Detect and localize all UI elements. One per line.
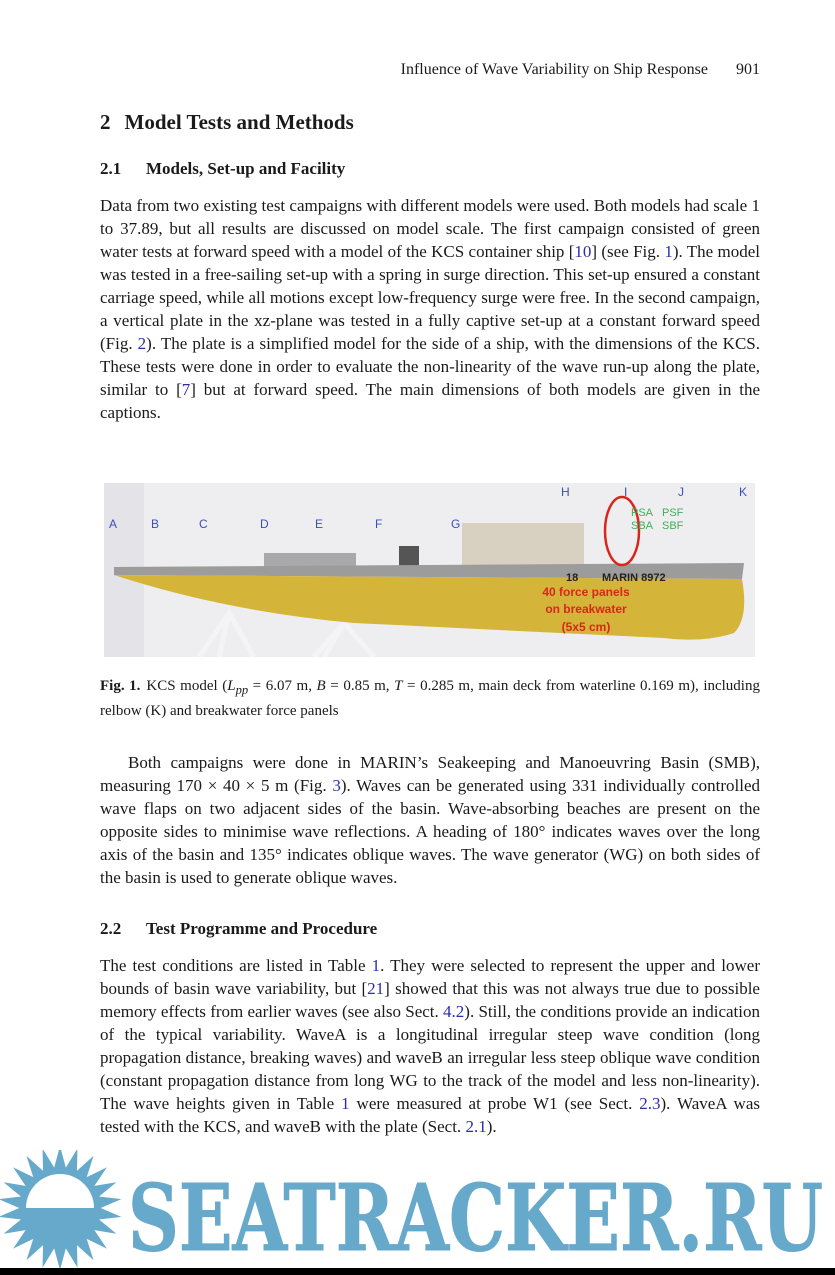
reference-link[interactable]: 2.3	[639, 1094, 661, 1113]
hull-marking: MARIN 8972	[602, 572, 666, 584]
probe-label: J	[678, 485, 684, 499]
reference-link[interactable]: 7	[181, 380, 191, 399]
reference-link[interactable]: 10	[574, 242, 592, 261]
panel-label: SBA	[631, 520, 654, 532]
reference-link[interactable]: 3	[332, 776, 341, 795]
caption-text: = 0.285 m, main deck from waterline 0.169 m), including relbow (K) and breakwater force panels	[100, 678, 760, 719]
sun-icon	[0, 1150, 122, 1268]
caption-text: L	[227, 678, 236, 694]
paragraph	[100, 751, 760, 889]
force-panel-box	[462, 523, 584, 567]
hull-number: 18	[566, 572, 579, 584]
probe-label: K	[739, 485, 748, 499]
caption-text: KCS model (	[146, 678, 228, 694]
paragraph	[100, 194, 760, 424]
text-run: Both campaigns were done in MARIN’s Seakeeping and Manoeuvring Basin (SMB), measuring 170 × 40 × 5 m (Fig.	[100, 753, 760, 795]
text-run: ). The plate is a simplified model for the side of a ship, with the dimensions of the KCS. These tests were done in order to evaluate the non-linearity of the wave run-up along the plate, similar to [	[100, 334, 760, 399]
caption-text: T	[394, 678, 403, 694]
caption-text: B	[316, 678, 326, 694]
probe-label: G	[451, 517, 461, 531]
page-number: 901	[736, 61, 760, 78]
reference-link[interactable]: 1	[341, 1094, 350, 1113]
annotation-line: (5x5 cm)	[561, 620, 611, 634]
subsection-title: Test Programme and Procedure	[146, 919, 378, 938]
text-run: ).	[486, 1117, 497, 1136]
watermark-logo	[0, 1150, 835, 1268]
ship-model-photo	[104, 483, 755, 657]
reference-link[interactable]: 2.1	[465, 1117, 487, 1136]
watermark-text: SEATRACKER.RU	[128, 1164, 823, 1268]
paragraph	[100, 954, 760, 1138]
bottom-bar	[0, 1268, 835, 1275]
annotation-line: on breakwater	[545, 602, 627, 616]
text-run: ). WaveA was tested with the KCS, and waveB with the plate (Sect.	[100, 1094, 760, 1136]
text-run: ). Still, the conditions provide an indication of the typical variability. WaveA is a longitudinal irregular steep wave condition (long propagation distance, breaking waves) and waveB an irregular less steep oblique wave condition (constant propagation distance from long WG to the track of the model and less non-linearity). The wave heights given in Table	[100, 1002, 760, 1113]
probe-label: I	[624, 485, 628, 499]
text-run: . They were selected to represent the upper and lower bounds of basin wave variability, but [	[100, 956, 760, 998]
section-heading	[100, 110, 354, 135]
text-run: were measured at probe W1 (see Sect.	[349, 1094, 640, 1113]
text-run: ). Waves can be generated using 331 individually controlled wave flaps on two adjacent sides of the basin. Wave-absorbing beaches are present on the opposite sides to minimise wave reflections. A heading of 180° indicates waves over the long axis of the basin and 135° indicates oblique waves. The wave generator (WG) on both sides of the basin is used to generate oblique waves.	[100, 776, 760, 887]
subsection-heading	[100, 159, 345, 179]
text-run: Data from two existing test campaigns with different models were used. Both models had scale 1 to 37.89, but all results are discussed on model scale. The first campaign consisted of green water tests at forward speed with a model of the KCS container ship [	[100, 196, 760, 261]
probe-label: A	[109, 517, 118, 531]
caption-text: = 6.07 m,	[248, 678, 317, 694]
section-number: 2	[100, 110, 111, 134]
probe-label: C	[199, 517, 208, 531]
reference-link[interactable]: 21	[367, 979, 385, 998]
panel-label: SBF	[662, 520, 684, 532]
caption-text: = 0.85 m,	[325, 678, 395, 694]
text-run: ] showed that this was not always true due to possible memory effects from earlier waves (see also Sect.	[100, 979, 760, 1021]
text-run: The test conditions are listed in Table	[100, 956, 372, 975]
text-run: ] but at forward speed. The main dimensions of both models are given in the captions.	[100, 380, 760, 422]
figure-label: Fig. 1.	[100, 678, 141, 694]
subsection-title: Models, Set-up and Facility	[146, 159, 346, 178]
text-run: ] (see Fig.	[591, 242, 665, 261]
running-header	[401, 61, 760, 79]
caption-text: pp	[235, 683, 249, 697]
panel-label: PSF	[662, 507, 684, 519]
text-run: ). The model was tested in a free-sailing set-up with a spring in surge direction. This set-up ensured a constant carriage speed, while all motions except low-frequency surge were free. In the second campaign, a vertical plate in the xz-plane was tested in a fully captive set-up at a constant forward speed (Fig.	[100, 242, 760, 353]
probe-label: B	[151, 517, 160, 531]
probe-label: E	[315, 517, 324, 531]
section-title: Model Tests and Methods	[124, 110, 354, 134]
reference-link[interactable]: 1	[371, 956, 381, 975]
reference-link[interactable]: 1	[664, 242, 673, 261]
probe-label: F	[375, 517, 383, 531]
subsection-heading	[100, 919, 377, 939]
figure-caption	[100, 676, 760, 722]
subsection-number: 2.1	[100, 159, 122, 178]
subsection-number: 2.2	[100, 919, 122, 938]
running-title: Influence of Wave Variability on Ship Response	[400, 61, 708, 78]
probe-label: H	[561, 485, 570, 499]
annotation-line: 40 force panels	[542, 585, 630, 599]
probe-label: D	[260, 517, 269, 531]
reference-link[interactable]: 2	[137, 334, 147, 353]
reference-link[interactable]: 4.2	[443, 1002, 465, 1021]
panel-label: PSA	[631, 507, 654, 519]
